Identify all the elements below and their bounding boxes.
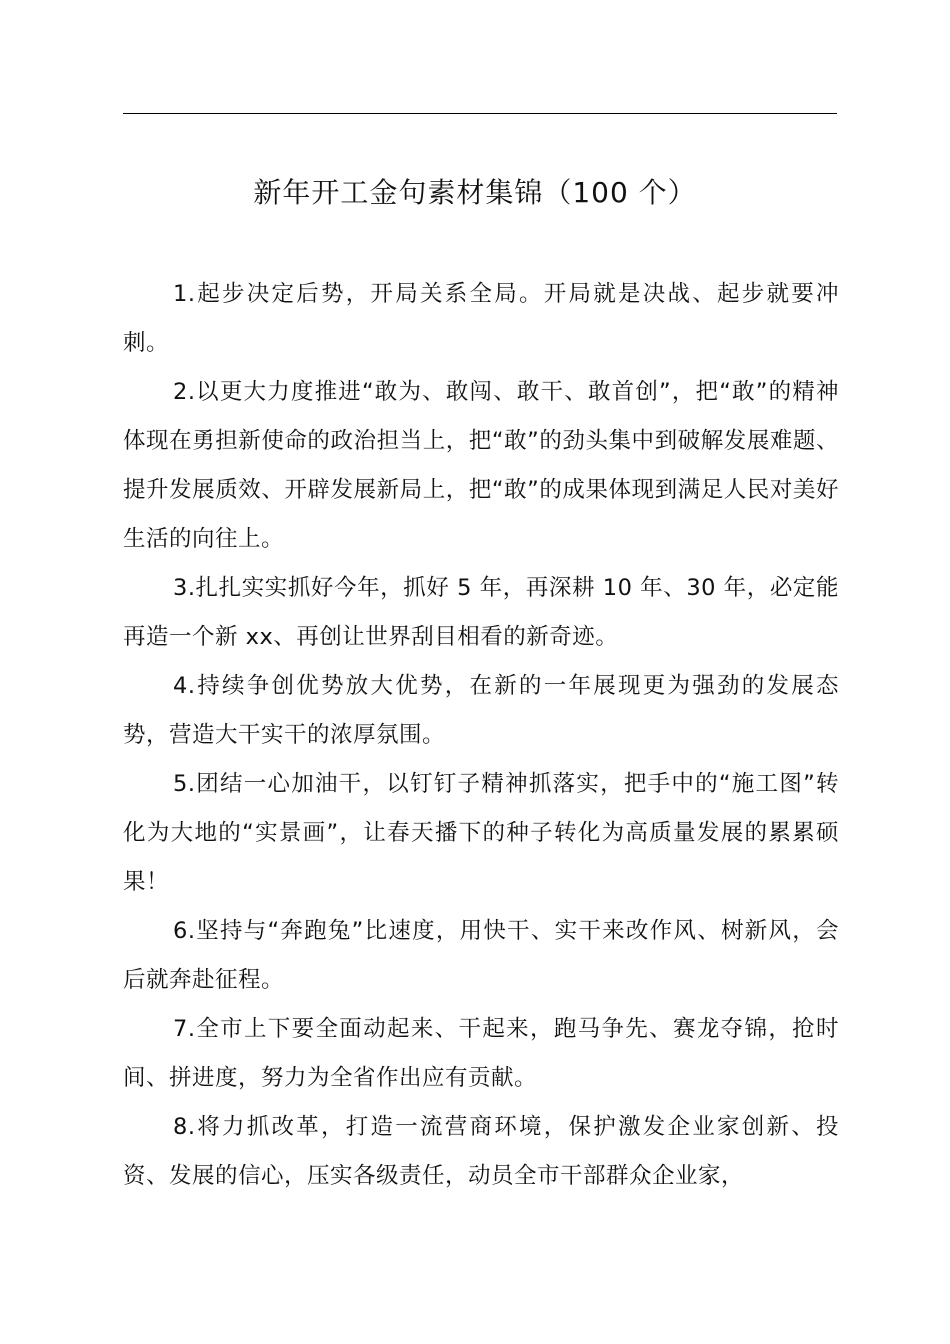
paragraph-2: 2.以更大力度推进“敢为、敢闯、敢干、敢首创”，把“敢”的精神体现在勇担新使命的政治担当上，把“敢”的劲头集中到破解发展难题、提升发展质效、开辟发展新局上，把“敢”的成果体现到满足人民对美好生活的向往上。: [123, 379, 839, 552]
header-rule: [123, 113, 837, 114]
paragraph-4: 4.持续争创优势放大优势，在新的一年展现更为强劲的发展态势，营造大干实干的浓厚氛围。: [123, 673, 839, 748]
paragraph-1: 1.起步决定后势，开局关系全局。开局就是决战、起步就要冲刺。: [123, 281, 839, 356]
document-title: 新年开工金句素材集锦（100 个）: [253, 176, 697, 209]
paragraph-3: 3.扎扎实实抓好今年，抓好 5 年，再深耕 10 年、30 年，必定能再造一个新 xx、再创让世界刮目相看的新奇迹。: [123, 575, 839, 650]
paragraph-6: 6.坚持与“奔跑兔”比速度，用快干、实干来改作风、树新风，会后就奔赴征程。: [123, 918, 839, 993]
paragraph-7: 7.全市上下要全面动起来、干起来，跑马争先、赛龙夺锦，抢时间、拼进度，努力为全省作出应有贡献。: [123, 1016, 839, 1091]
paragraph-8: 8.将力抓改革，打造一流营商环境，保护激发企业家创新、投资、发展的信心，压实各级责任，动员全市干部群众企业家，: [123, 1114, 839, 1189]
document-body: [123, 270, 839, 1201]
paragraph-5: 5.团结一心加油干，以钉钉子精神抓落实，把手中的“施工图”转化为大地的“实景画”，让春天播下的种子转化为高质量发展的累累硕果！: [123, 771, 839, 895]
